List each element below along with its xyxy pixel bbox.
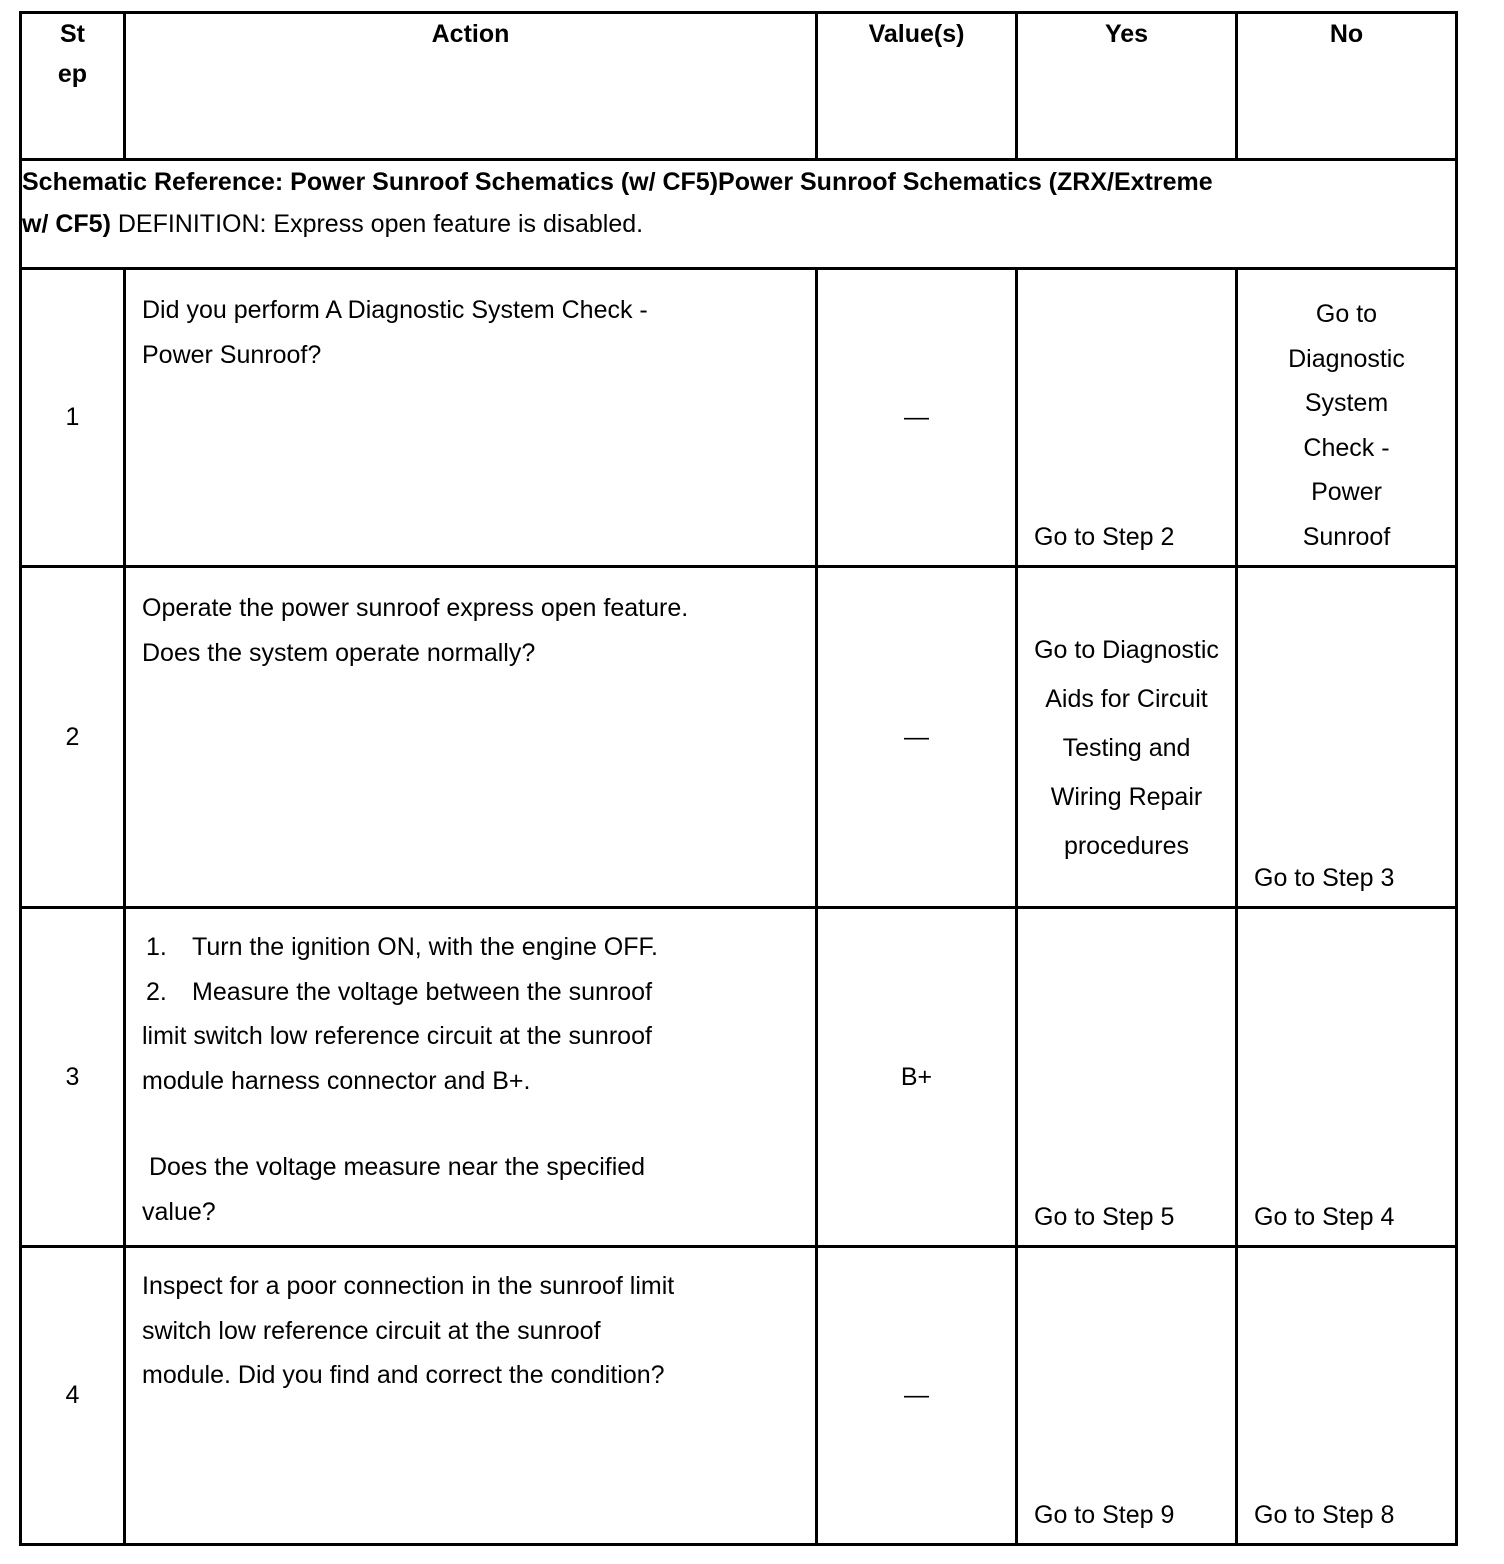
- schematic-row: [21, 160, 1457, 269]
- step-number: 2: [21, 567, 125, 908]
- header-row: [21, 13, 1457, 160]
- no-cell: [1237, 1247, 1457, 1545]
- action-line: value?: [142, 1197, 216, 1226]
- table-row: [21, 567, 1457, 908]
- yes-line: Aids for Circuit: [1045, 685, 1208, 713]
- action-cell: [125, 269, 817, 567]
- header-no: No: [1237, 13, 1457, 160]
- no-link[interactable]: Go to Step 4: [1254, 1203, 1395, 1231]
- action-line: Inspect for a poor connection in the sunroof limit: [142, 1272, 675, 1300]
- header-yes: Yes: [1017, 13, 1237, 160]
- yes-link[interactable]: [1018, 568, 1235, 871]
- schematic-bold-line2: w/ CF5): [22, 210, 111, 238]
- yes-link[interactable]: Go to Step 9: [1034, 1501, 1175, 1529]
- no-line: Check -: [1303, 433, 1390, 462]
- yes-cell: [1017, 567, 1237, 908]
- header-action: Action: [125, 13, 817, 160]
- step-number: 4: [21, 1247, 125, 1545]
- yes-cell: [1017, 269, 1237, 567]
- action-line: Does the system operate normally?: [142, 638, 536, 667]
- action-cell: [125, 567, 817, 908]
- yes-line: Testing and: [1062, 734, 1191, 762]
- action-line: Does the voltage measure near the specified: [142, 1153, 646, 1181]
- yes-line: procedures: [1063, 832, 1190, 860]
- value-cell: —: [817, 1247, 1017, 1545]
- value-cell: —: [817, 567, 1017, 908]
- schematic-definition: DEFINITION: Express open feature is disabled.: [110, 210, 644, 238]
- action-line: Did you perform A Diagnostic System Check -: [142, 296, 648, 324]
- yes-cell: [1017, 1247, 1237, 1545]
- header-step-line1: St: [60, 20, 85, 48]
- step-number: 1: [21, 269, 125, 567]
- step-number: 3: [21, 908, 125, 1247]
- action-line: limit switch low reference circuit at the sunroof: [142, 1022, 652, 1050]
- header-values: Value(s): [817, 13, 1017, 160]
- no-cell: [1237, 269, 1457, 567]
- no-link[interactable]: Go to Step 3: [1254, 864, 1395, 892]
- action-line: switch low reference circuit at the sunroof: [142, 1316, 601, 1345]
- value-cell: —: [817, 269, 1017, 567]
- no-line: Sunroof: [1302, 522, 1391, 551]
- header-step-line2: ep: [57, 60, 88, 88]
- schematic-reference: [21, 160, 1457, 269]
- action-cell: [125, 1247, 817, 1545]
- no-cell: [1237, 908, 1457, 1247]
- table-row: [21, 269, 1457, 567]
- yes-line: Go to Diagnostic: [1034, 636, 1219, 664]
- no-link[interactable]: Go to Step 8: [1254, 1501, 1395, 1529]
- action-line: module harness connector and B+.: [142, 1066, 531, 1095]
- yes-line: Wiring Repair: [1050, 783, 1203, 811]
- value-cell: B+: [817, 908, 1017, 1247]
- no-line: System: [1304, 389, 1389, 417]
- list-text: Turn the ignition ON, with the engine OFF.: [192, 933, 658, 961]
- no-link[interactable]: [1238, 270, 1455, 559]
- action-list-item: [142, 925, 799, 970]
- action-line: Operate the power sunroof express open feature.: [142, 594, 689, 622]
- header-step: [21, 13, 125, 160]
- no-cell: [1237, 567, 1457, 908]
- list-text: Measure the voltage between the sunroof: [192, 977, 653, 1006]
- yes-link[interactable]: Go to Step 2: [1034, 523, 1175, 551]
- no-line: Diagnostic: [1288, 344, 1405, 373]
- table-row: [21, 1247, 1457, 1545]
- no-line: Power: [1311, 478, 1382, 506]
- action-list-item: [142, 970, 799, 1015]
- action-cell: [125, 908, 817, 1247]
- diagnostic-table: [19, 11, 1458, 1546]
- yes-cell: [1017, 908, 1237, 1247]
- action-line: Power Sunroof?: [142, 340, 322, 369]
- action-line: module. Did you find and correct the condition?: [142, 1361, 665, 1389]
- list-number: 1.: [146, 933, 167, 961]
- table-row: [21, 908, 1457, 1247]
- schematic-bold-line1: Schematic Reference: Power Sunroof Schematics (w/ CF5)Power Sunroof Schematics (ZRX/Extreme: [22, 168, 1213, 196]
- list-number: 2.: [146, 977, 167, 1006]
- yes-link[interactable]: Go to Step 5: [1034, 1203, 1175, 1231]
- no-line: Go to: [1315, 300, 1378, 328]
